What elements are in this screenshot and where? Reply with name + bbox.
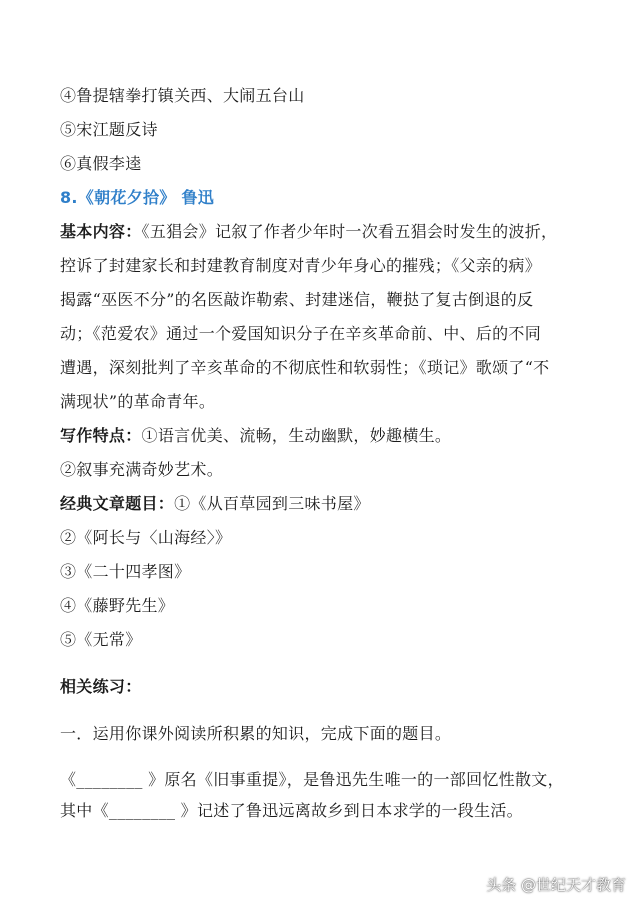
list-item-6: ⑥真假李逵 [60,154,142,173]
classics-first: ①《从百草园到三味书屋》 [174,494,370,513]
basic-content-text: 《五猖会》记叙了作者少年时一次看五猖会时发生的波折， [141,222,558,241]
basic-content-line-5: 遭遇，深刻批判了辛亥革命的不彻底性和软弱性；《琐记》歌颂了“不 [60,358,550,377]
question-1: 一．运用你课外阅读所积累的知识，完成下面的题目。 [60,724,452,743]
list-item-4: ④鲁提辖拳打镇关西、大闹五台山 [60,86,305,105]
basic-content-line-2: 控诉了封建家长和封建教育制度对青少年身心的摧残；《父亲的病》 [60,256,542,275]
basic-content-line-3: 揭露“巫医不分”的名医敲诈勒索、封建迷信，鞭挞了复古倒退的反 [60,290,534,309]
section-heading: 8.《朝花夕拾》 鲁迅 [60,188,215,207]
basic-content-label: 基本内容： [60,222,142,241]
writing-features-text: ①语言优美、流畅，生动幽默，妙趣横生。 [141,426,452,445]
classics-item-4: ④《藤野先生》 [60,596,175,615]
practice-title: 相关练习： [60,677,142,696]
fill-blank-line-1: 《________ 》原名《旧事重提》，是鲁迅先生唯一的一部回忆性散文， [60,770,564,789]
classics-line-1 [60,494,620,514]
basic-content-line-1 [60,222,620,242]
classics-item-2: ②《阿长与〈山海经〉》 [60,528,232,547]
writing-features-label: 写作特点： [60,426,142,445]
fill-blank-line-2: 其中《________ 》记述了鲁迅远离故乡到日本求学的一段生活。 [60,801,523,820]
classics-item-3: ③《二十四孝图》 [60,562,191,581]
watermark: 头条 @世纪天才教育 [486,876,626,894]
writing-features-line-1 [60,426,620,446]
writing-features-line-2: ②叙事充满奇妙艺术。 [60,460,224,479]
list-item-5: ⑤宋江题反诗 [60,120,158,139]
basic-content-line-4: 动；《范爱农》通过一个爱国知识分子在辛亥革命前、中、后的不同 [60,324,542,343]
classics-item-5: ⑤《无常》 [60,630,142,649]
basic-content-line-6: 满现状”的革命青年。 [60,392,216,411]
classics-label: 经典文章题目： [60,494,175,513]
